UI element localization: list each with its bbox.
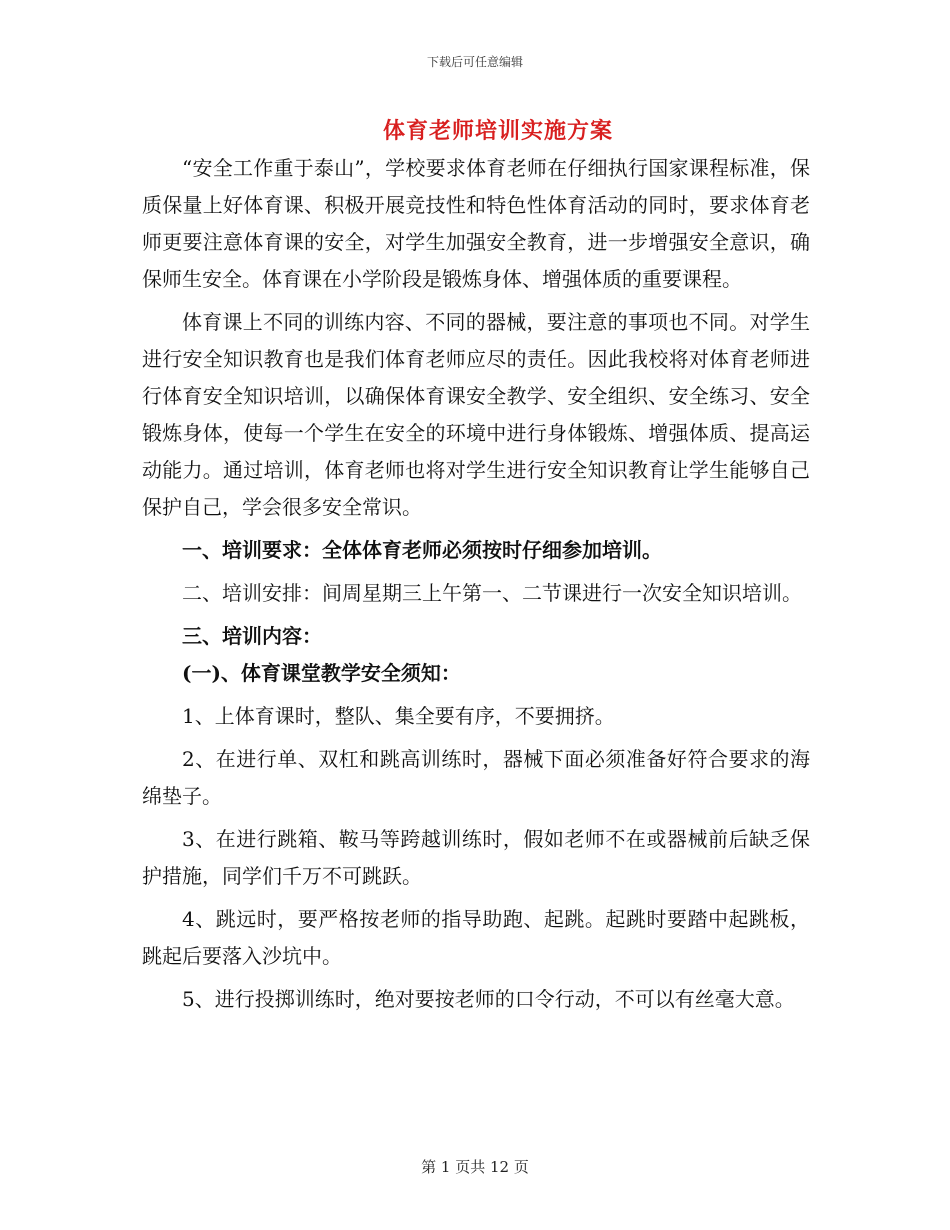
page-footer: 第 1 页共 12 页: [421, 1158, 529, 1176]
list-item: 4、跳远时，要严格按老师的指导助跑、起跳。起跳时要踏中起跳板，跳起后要落入沙坑中。: [142, 907, 810, 968]
paragraph-background: 体育课上不同的训练内容、不同的器械，要注意的事项也不同。对学生进行安全知识教育也是我们体育老师应尽的责任。因此我校将对体育老师进行体育安全知识培训，以确保体育课安全教学、安全组织、安全练习、安全锻炼身体，使每一个学生在安全的环境中进行身体锻炼、增强体质、提高运动能力。通过培训，体育老师也将对学生进行安全知识教育让学生能够自己保护自己，学会很多安全常识。: [142, 310, 810, 519]
document-body: [142, 150, 810, 1018]
section-content-heading: 三、培训内容：: [182, 624, 322, 648]
page-header: 下载后可任意编辑: [426, 55, 523, 69]
list-item: 3、在进行跳箱、鞍马等跨越训练时，假如老师不在或器械前后缺乏保护措施，同学们千万不可跳跃。: [142, 827, 810, 888]
subsection-classroom-safety: (一)、体育课堂教学安全须知：: [182, 661, 461, 685]
list-item: 1、上体育课时，整队、集全要有序，不要拥挤。: [182, 704, 615, 728]
section-requirements: 一、培训要求：全体体育老师必须按时仔细参加培训。: [182, 538, 662, 562]
document-title: 体育老师培训实施方案: [382, 118, 613, 144]
list-item: 2、在进行单、双杠和跳高训练时，器械下面必须准备好符合要求的海绵垫子。: [142, 747, 810, 808]
list-item: 5、进行投掷训练时，绝对要按老师的口令行动，不可以有丝毫大意。: [182, 987, 795, 1011]
section-schedule: 二、培训安排：间周星期三上午第一、二节课进行一次安全知识培训。: [182, 581, 802, 605]
paragraph-intro: “安全工作重于泰山”，学校要求体育老师在仔细执行国家课程标准，保质保量上好体育课、积极开展竞技性和特色性体育活动的同时，要求体育老师更要注意体育课的安全，对学生加强安全教育，进一步增强安全意识，确保师生安全。体育课在小学阶段是锻炼身体、增强体质的重要课程。: [142, 156, 810, 291]
